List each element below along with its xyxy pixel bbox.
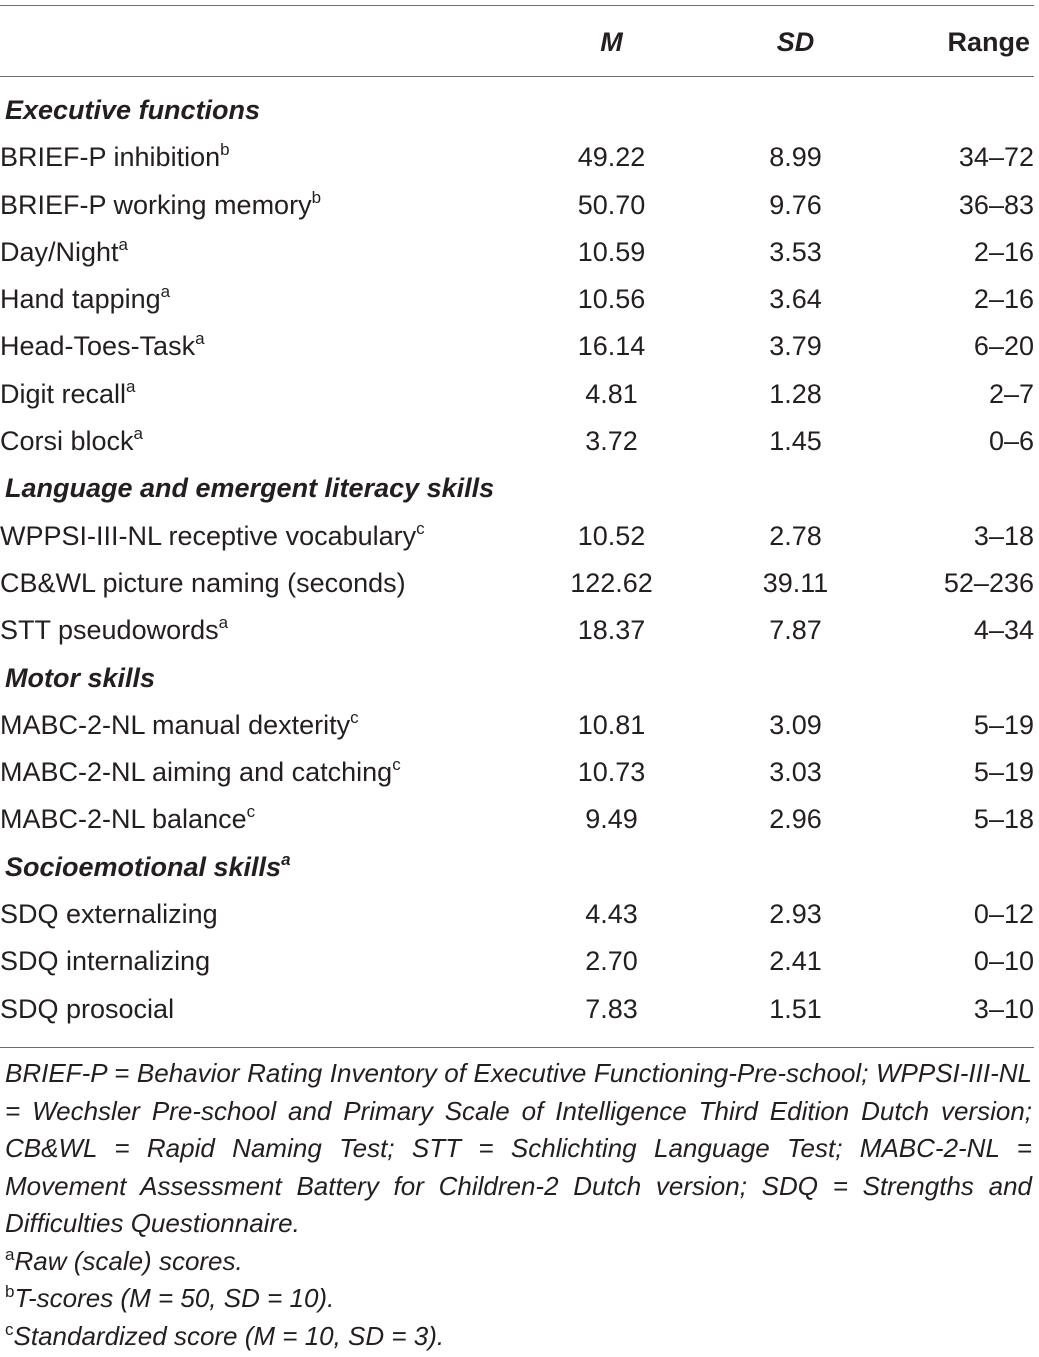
table-row: [0, 371, 1034, 418]
measure-name: MABC-2-NL aiming and catching: [0, 757, 393, 788]
measure-name: WPPSI-III-NL receptive vocabulary: [0, 520, 417, 551]
measure-label: [0, 513, 520, 560]
measure-name: BRIEF-P inhibition: [0, 142, 221, 173]
table-row: [0, 891, 1034, 938]
table-row: [0, 749, 1034, 796]
measure-label: [0, 418, 520, 465]
measure-footnote-mark: b: [311, 187, 322, 207]
table-row: [0, 229, 1034, 276]
footnote-text: T-scores (M = 50, SD = 10).: [14, 1283, 335, 1313]
section-title: [0, 844, 1034, 891]
measure-name: SDQ internalizing: [0, 946, 211, 977]
sd-value: 3.79: [769, 331, 822, 362]
footnote-mark: a: [5, 1244, 15, 1264]
table-row: [0, 134, 1034, 181]
table-row: [0, 607, 1034, 654]
measure-name: SDQ prosocial: [0, 993, 175, 1024]
sd-value: 1.51: [769, 993, 822, 1024]
measure-footnote-mark: a: [160, 282, 171, 302]
header-label: [0, 17, 520, 67]
measure-footnote-mark: a: [118, 234, 129, 254]
range-value: 5–18: [973, 804, 1034, 835]
footnotes: [5, 1243, 1032, 1356]
footnote-mark: c: [5, 1319, 14, 1339]
section-header-row: [0, 844, 1034, 891]
section-title: [0, 655, 1034, 702]
measure-label: [0, 229, 520, 276]
section-footnote-mark: a: [281, 849, 291, 869]
measure-label: [0, 607, 520, 654]
mean-value: 10.73: [577, 757, 646, 788]
range-value: 0–12: [973, 899, 1034, 930]
footnote: [5, 1318, 1032, 1356]
measure-label: [0, 796, 520, 843]
measure-label: [0, 986, 520, 1033]
descriptive-statistics-table: [0, 17, 1034, 1033]
table-bottom-rule: [0, 1047, 1034, 1048]
sd-value: 2.93: [769, 899, 822, 930]
measure-name: MABC-2-NL manual dexterity: [0, 709, 351, 740]
measure-footnote-mark: a: [126, 376, 136, 396]
measure-footnote-mark: c: [350, 707, 359, 727]
range-value: 0–6: [988, 426, 1034, 457]
section-title: [0, 465, 1034, 512]
footnote: [5, 1280, 1032, 1318]
range-value: 5–19: [973, 757, 1034, 788]
mean-value: 16.14: [577, 331, 646, 362]
table-notes: [5, 1055, 1032, 1355]
table-row: [0, 182, 1034, 229]
measure-name: CB&WL picture naming (seconds): [0, 567, 406, 598]
range-value: 3–10: [973, 993, 1034, 1024]
section-title-text: Executive functions: [5, 95, 261, 125]
table-row: [0, 796, 1034, 843]
mean-value: 10.81: [577, 709, 646, 740]
sd-value: 9.76: [769, 189, 822, 220]
range-value: 34–72: [958, 142, 1034, 173]
range-value: 6–20: [973, 331, 1034, 362]
range-value: 0–10: [973, 946, 1034, 977]
measure-name: BRIEF-P working memory: [0, 189, 312, 220]
footnote-text: Standardized score (M = 10, SD = 3).: [13, 1320, 445, 1351]
table-row: [0, 938, 1034, 985]
measure-footnote-mark: a: [133, 424, 144, 444]
table-body: [0, 87, 1034, 1033]
mean-value: 4.81: [585, 378, 638, 409]
measure-label: [0, 749, 520, 796]
footnote-mark: b: [5, 1282, 15, 1301]
measure-footnote-mark: c: [416, 518, 425, 538]
mean-value: 2.70: [585, 946, 638, 977]
measure-label: [0, 938, 520, 985]
table-top-rule: [0, 5, 1034, 6]
measure-footnote-mark: a: [218, 613, 229, 633]
measure-label: [0, 323, 520, 370]
table-row: [0, 276, 1034, 323]
table-row: [0, 986, 1034, 1033]
measure-label: [0, 182, 520, 229]
mean-value: 18.37: [577, 615, 646, 646]
section-header-row: [0, 87, 1034, 134]
measure-label: [0, 891, 520, 938]
mean-value: 50.70: [577, 189, 646, 220]
sd-value: 1.45: [769, 426, 822, 457]
table-row: [0, 560, 1034, 607]
measure-name: SDQ externalizing: [0, 899, 218, 930]
measure-label: [0, 560, 520, 607]
range-value: 3–18: [973, 520, 1034, 551]
sd-value: 3.64: [769, 284, 822, 315]
range-value: 2–7: [988, 378, 1034, 409]
measure-footnote-mark: c: [246, 802, 256, 822]
measure-name: Digit recall: [0, 378, 127, 409]
header-sd: SD: [776, 27, 815, 57]
measure-name: Corsi block: [0, 426, 134, 457]
sd-value: 2.41: [769, 946, 822, 977]
mean-value: 10.52: [577, 520, 646, 551]
sd-value: 8.99: [769, 142, 822, 173]
header-mean: M: [600, 27, 623, 57]
sd-value: 7.87: [769, 615, 822, 646]
section-title-text: Language and emergent literacy skills: [5, 473, 495, 504]
table-row: [0, 418, 1034, 465]
section-title-text: Socioemotional skills: [5, 851, 282, 882]
measure-name: Day/Night: [0, 236, 119, 267]
header-range: Range: [947, 27, 1030, 57]
mean-value: 4.43: [585, 899, 638, 930]
measure-footnote-mark: b: [220, 140, 230, 160]
measure-name: Hand tapping: [0, 284, 161, 315]
sd-value: 1.28: [769, 378, 822, 409]
mean-value: 9.49: [585, 804, 638, 835]
measure-footnote-mark: a: [195, 329, 205, 349]
abbreviations-note: BRIEF-P = Behavior Rating Inventory of Executive Functioning-Pre-school; WPPSI-III-NL = Wechsler Pre-school and Primary Scale of Intelligence Third Edition Dutch version; CB&WL = Rapid Naming Test; STT = Schlichting Language Test; MABC-2-NL = Movement Assessment Battery for Children-2 Dutch version; SDQ = Strengths and Difficulties Questionnaire.: [5, 1058, 1032, 1238]
mean-value: 122.62: [570, 567, 653, 598]
section-header-row: [0, 465, 1034, 512]
measure-label: [0, 134, 520, 181]
section-title-text: Motor skills: [5, 662, 156, 693]
range-value: 52–236: [943, 567, 1034, 598]
range-value: 36–83: [958, 189, 1034, 220]
mean-value: 3.72: [585, 426, 638, 457]
measure-label: [0, 702, 520, 749]
range-value: 4–34: [973, 615, 1034, 646]
mean-value: 10.56: [577, 284, 646, 315]
table-row: [0, 323, 1034, 370]
footnote: [5, 1243, 1032, 1281]
range-value: 5–19: [973, 709, 1034, 740]
sd-value: 2.78: [769, 520, 822, 551]
sd-value: 2.96: [769, 804, 822, 835]
table-row: [0, 702, 1034, 749]
table-row: [0, 513, 1034, 560]
mean-value: 10.59: [577, 236, 646, 267]
sd-value: 39.11: [762, 567, 829, 598]
range-value: 2–16: [973, 284, 1034, 315]
table-header-row: [0, 17, 1034, 67]
section-title: [0, 87, 1034, 134]
section-header-row: [0, 655, 1034, 702]
footnote-text: Raw (scale) scores.: [14, 1245, 243, 1276]
measure-label: [0, 276, 520, 323]
sd-value: 3.03: [769, 757, 822, 788]
measure-label: [0, 371, 520, 418]
sd-value: 3.09: [769, 709, 822, 740]
sd-value: 3.53: [769, 236, 822, 267]
mean-value: 49.22: [577, 142, 646, 173]
measure-name: Head-Toes-Task: [0, 331, 196, 362]
range-value: 2–16: [973, 236, 1034, 267]
measure-footnote-mark: c: [392, 755, 401, 775]
measure-name: STT pseudowords: [0, 615, 219, 646]
mean-value: 7.83: [585, 993, 638, 1024]
measure-name: MABC-2-NL balance: [0, 804, 247, 835]
